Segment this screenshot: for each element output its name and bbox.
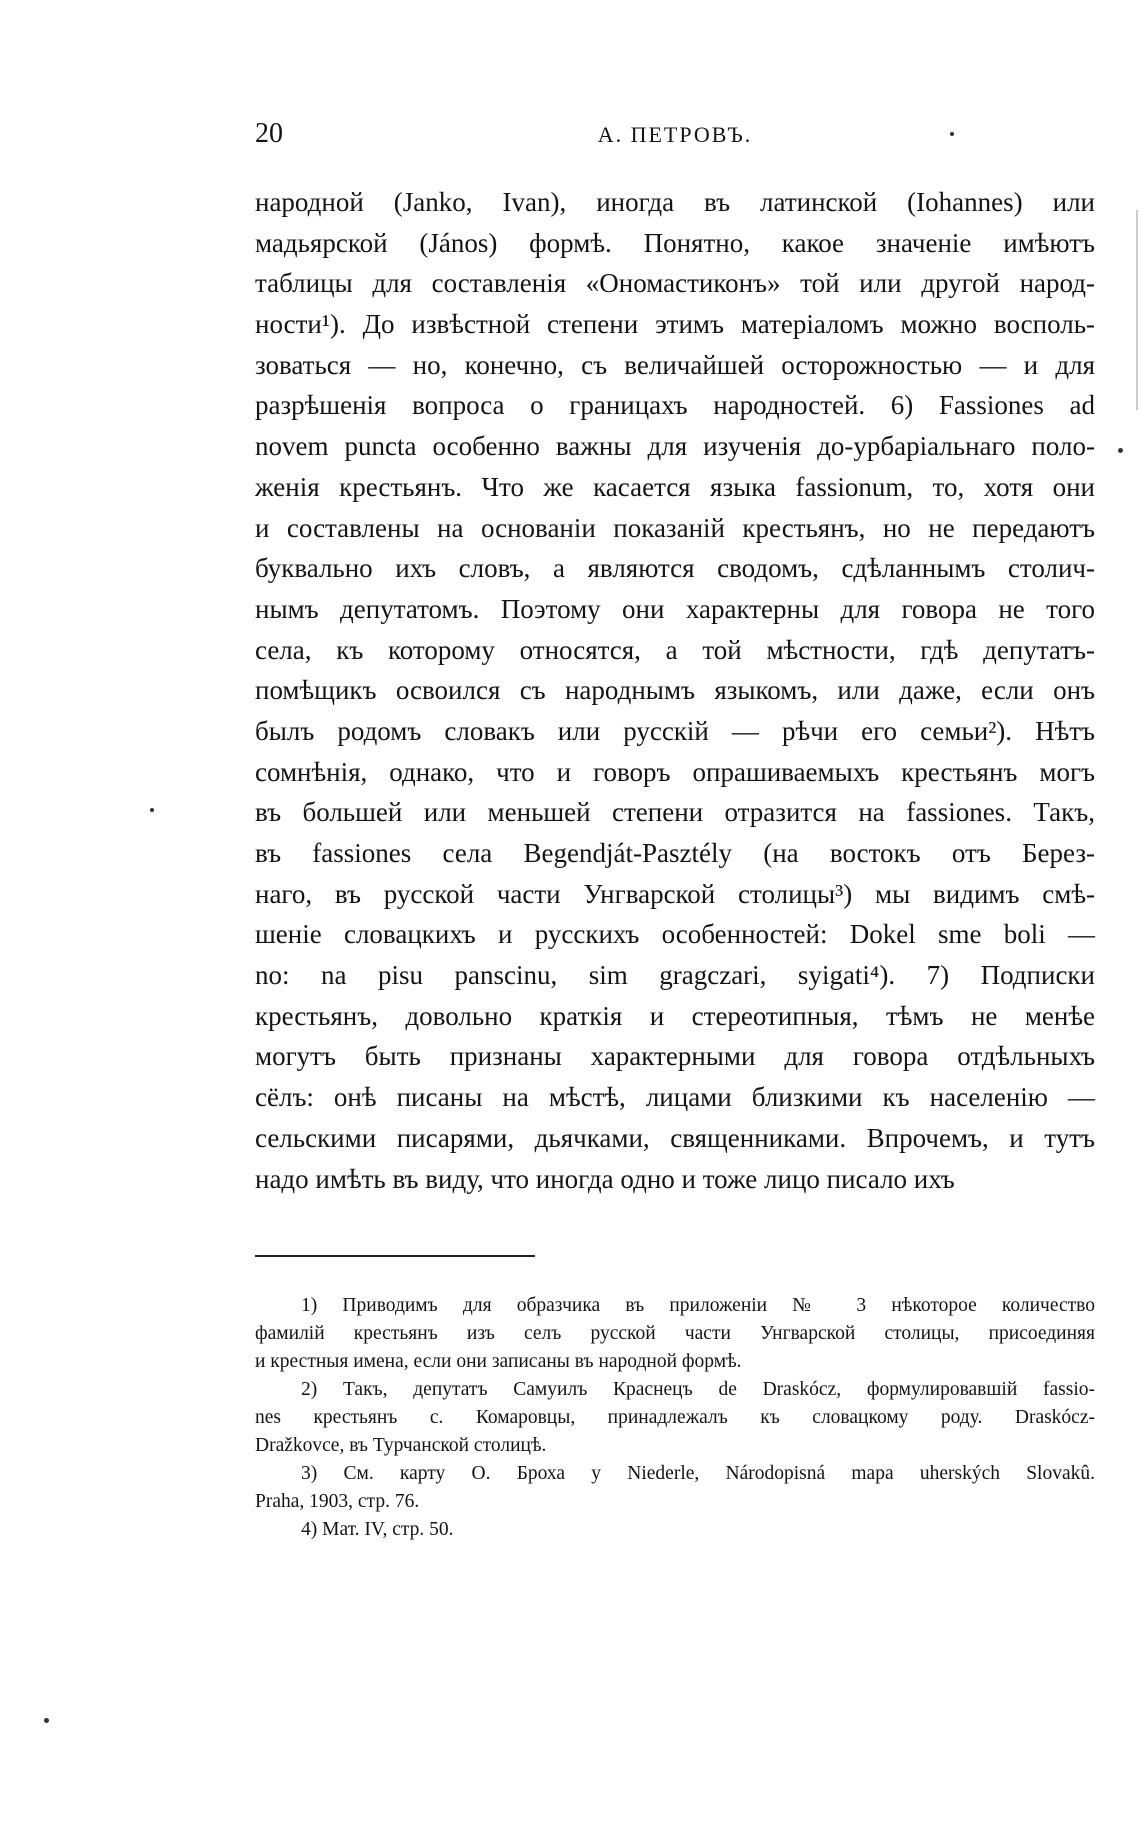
footnote-3-line: Praha, 1903, стр. 76.	[255, 1491, 420, 1512]
body-line: былъ родомъ словакъ или русскій — рѣчи его семьи²). Нѣтъ	[255, 715, 1095, 746]
body-line: мадьярской (János) формѣ. Понятно, какое значеніе имѣютъ	[255, 227, 1095, 258]
body-line: ности¹). До извѣстной степени этимъ матеріаломъ можно восполь-	[255, 309, 1095, 340]
page-number: 20	[255, 118, 283, 149]
body-line: шеніе словацкихъ и русскихъ особенностей: Dokel sme boli —	[255, 919, 1095, 950]
body-line: помѣщикъ освоился съ народнымъ языкомъ, или даже, если онъ	[255, 675, 1095, 706]
body-line: села, къ которому относятся, а той мѣстности, гдѣ депутатъ-	[255, 634, 1095, 665]
footnotes	[255, 1292, 1095, 1544]
body-line: надо имѣть въ виду, что иногда одно и тоже лицо писало ихъ	[255, 1163, 955, 1194]
footnote-4-line: 4) Мат. IV, стр. 50.	[301, 1519, 454, 1540]
body-line: и составлены на основаніи показаній крестьянъ, но не передаютъ	[255, 512, 1095, 543]
footnote-1-line: фамилій крестьянъ изъ селъ русской части Унгварской столицы, присоединяя	[255, 1323, 1095, 1344]
body-line: буквально ихъ словъ, а являются сводомъ, сдѣланнымъ столич-	[255, 553, 1095, 584]
body-line: наго, въ русской части Унгварской столицы³) мы видимъ смѣ-	[255, 878, 1095, 909]
body-line: женія крестьянъ. Что же касается языка fassionum, то, хотя они	[255, 471, 1095, 502]
body-line: народной (Janko, Ivan), иногда въ латинской (Iohannes) или	[255, 187, 1095, 217]
ink-speck	[1118, 448, 1123, 453]
body-line: въ fassiones села Begendját-Pasztély (на востокъ отъ Берез-	[255, 838, 1095, 868]
footnote-2-line: nes крестьянъ с. Комаровцы, принадлежалъ къ словацкому роду. Draskócz-	[255, 1407, 1095, 1428]
footnote-3-line: 3) См. карту О. Броха у Niederle, Národopisná mapa uherských Slovakû.	[301, 1463, 1095, 1484]
body-line: въ большей или меньшей степени отразится на fassiones. Такъ,	[255, 797, 1095, 828]
body-line: сомнѣнія, однако, что и говоръ опрашиваемыхъ крестьянъ могъ	[255, 756, 1095, 787]
ink-speck	[150, 808, 154, 812]
ink-speck	[950, 132, 954, 136]
body-line: разрѣшенія вопроса о границахъ народностей. 6) Fassiones ad	[255, 390, 1095, 421]
body-line: могутъ быть признаны характерными для говора отдѣльныхъ	[255, 1041, 1095, 1072]
footnote-2-line: 2) Такъ, депутатъ Самуилъ Краснецъ de Draskócz, формулировавшій fassio-	[301, 1379, 1095, 1400]
body-text	[255, 182, 1095, 1199]
footnote-2-line: Dražkovce, въ Турчанской столицѣ.	[255, 1435, 547, 1456]
page-header	[255, 118, 1095, 158]
page-edge-shadow	[1136, 210, 1138, 410]
footnote-1-line: 1) Приводимъ для образчика въ приложеніи № 3 нѣкоторое количество	[301, 1295, 1095, 1316]
body-line: сёлъ: онѣ писаны на мѣстѣ, лицами близкими къ населенію —	[255, 1082, 1095, 1113]
body-line: нымъ депутатомъ. Поэтому они характерны для говора не того	[255, 593, 1095, 624]
body-line: сельскими писарями, дьячками, священниками. Впрочемъ, и тутъ	[255, 1122, 1095, 1153]
body-line: таблицы для составленія «Ономастиконъ» той или другой народ-	[255, 268, 1095, 299]
body-line: no: na pisu panscinu, sim gragczari, syigati⁴). 7) Подписки	[255, 960, 1095, 991]
body-line: novem puncta особенно важны для изученія до-урбаріальнаго поло-	[255, 431, 1095, 462]
footnote-separator	[255, 1255, 535, 1257]
footnote-1-line: и крестныя имена, если они записаны въ народной формѣ.	[255, 1351, 742, 1372]
ink-speck	[44, 1718, 49, 1723]
body-line: крестьянъ, довольно краткія и стереотипныя, тѣмъ не менѣе	[255, 1000, 1095, 1031]
body-line: зоваться — но, конечно, съ величайшей осторожностью — и для	[255, 349, 1095, 380]
running-title: А. ПЕТРОВЪ.	[597, 122, 753, 147]
